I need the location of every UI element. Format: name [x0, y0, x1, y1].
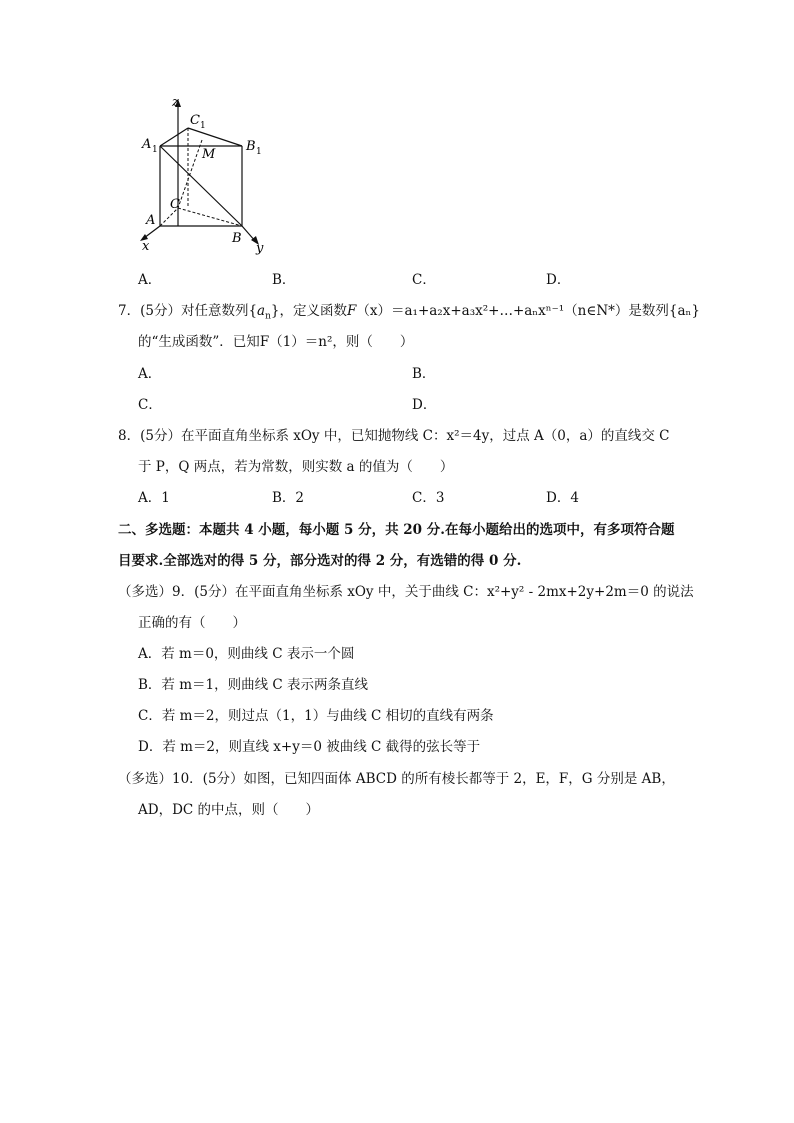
label-a: A: [146, 213, 156, 228]
svg-text:1: 1: [200, 121, 206, 131]
prism-figure: [130, 96, 280, 256]
label-a1: A: [142, 137, 152, 152]
q9-option-a: A．若 m＝0，则曲线 C 表示一个圆: [138, 646, 355, 662]
label-m: M: [202, 147, 216, 162]
q8-line-1: 8．(5分）在平面直角坐标系 xOy 中，已知抛物线 C：x²＝4y，过点 A（0，a）的直线交 C: [118, 428, 670, 444]
label-z: z: [172, 96, 179, 110]
prism-diagram: [130, 96, 280, 256]
q7-option-c: C．: [138, 397, 162, 413]
label-b: B: [232, 231, 242, 246]
q8-option-a: A．1: [138, 490, 170, 506]
q9-option-c: C．若 m＝2，则过点（1，1）与曲线 C 相切的直线有两条: [138, 708, 494, 724]
q8-option-d: D．4: [546, 490, 579, 506]
q7-option-a: A．: [138, 366, 162, 382]
q6-option-a: A．: [138, 272, 162, 288]
label-y: y: [256, 241, 264, 256]
q9-option-b: B．若 m＝1，则曲线 C 表示两条直线: [138, 677, 369, 693]
q10-line-1: （多选）10．(5分）如图，已知四面体 ABCD 的所有棱长都等于 2，E，F，G 分别是 AB，: [118, 771, 675, 787]
label-c: C: [170, 197, 180, 212]
q9-line-1: （多选）9．(5分）在平面直角坐标系 xOy 中，关于曲线 C：x²+y² - 2mx+2y+2m＝0 的说法: [118, 584, 694, 600]
label-x: x: [142, 239, 150, 254]
section-2-heading-line-1: 二、多选题：本题共 4 小题，每小题 5 分，共 20 分.在每小题给出的选项中，有多项符合题: [118, 522, 675, 538]
label-b1: B: [246, 139, 256, 154]
q9-line-2: 正确的有（ ）: [138, 615, 246, 631]
q8-option-c: C．3: [412, 490, 445, 506]
q8-line-2: 于 P，Q 两点，若为常数，则实数 a 的值为（ ）: [138, 459, 454, 475]
q8-option-b: B．2: [272, 490, 305, 506]
section-2-heading-line-2: 目要求.全部选对的得 5 分，部分选对的得 2 分，有选错的得 0 分.: [118, 553, 522, 569]
q7-option-b: B．: [412, 366, 436, 382]
label-c1: C: [190, 113, 200, 128]
svg-text:1: 1: [152, 145, 158, 155]
q6-option-b: B．: [272, 272, 296, 288]
q6-option-d: D．: [546, 272, 571, 288]
q7-line-1: 7．(5分）对任意数列$\{a_n\}$，定义函数F（x）＝a₁+a₂x+a₃x²+…+aₙxⁿ⁻¹（n∈N*）是数列{aₙ}: [118, 303, 700, 322]
q6-option-c: C．: [412, 272, 436, 288]
svg-text:1: 1: [256, 147, 262, 157]
q9-option-d: D．若 m＝2，则直线 x+y＝0 被曲线 C 截得的弦长等于: [138, 739, 481, 755]
q7-option-d: D．: [412, 397, 437, 413]
q7-line-2: 的“生成函数”．已知F（1）＝n²，则（ ）: [138, 334, 414, 350]
q10-line-2: AD，DC 的中点，则（ ）: [138, 802, 320, 818]
